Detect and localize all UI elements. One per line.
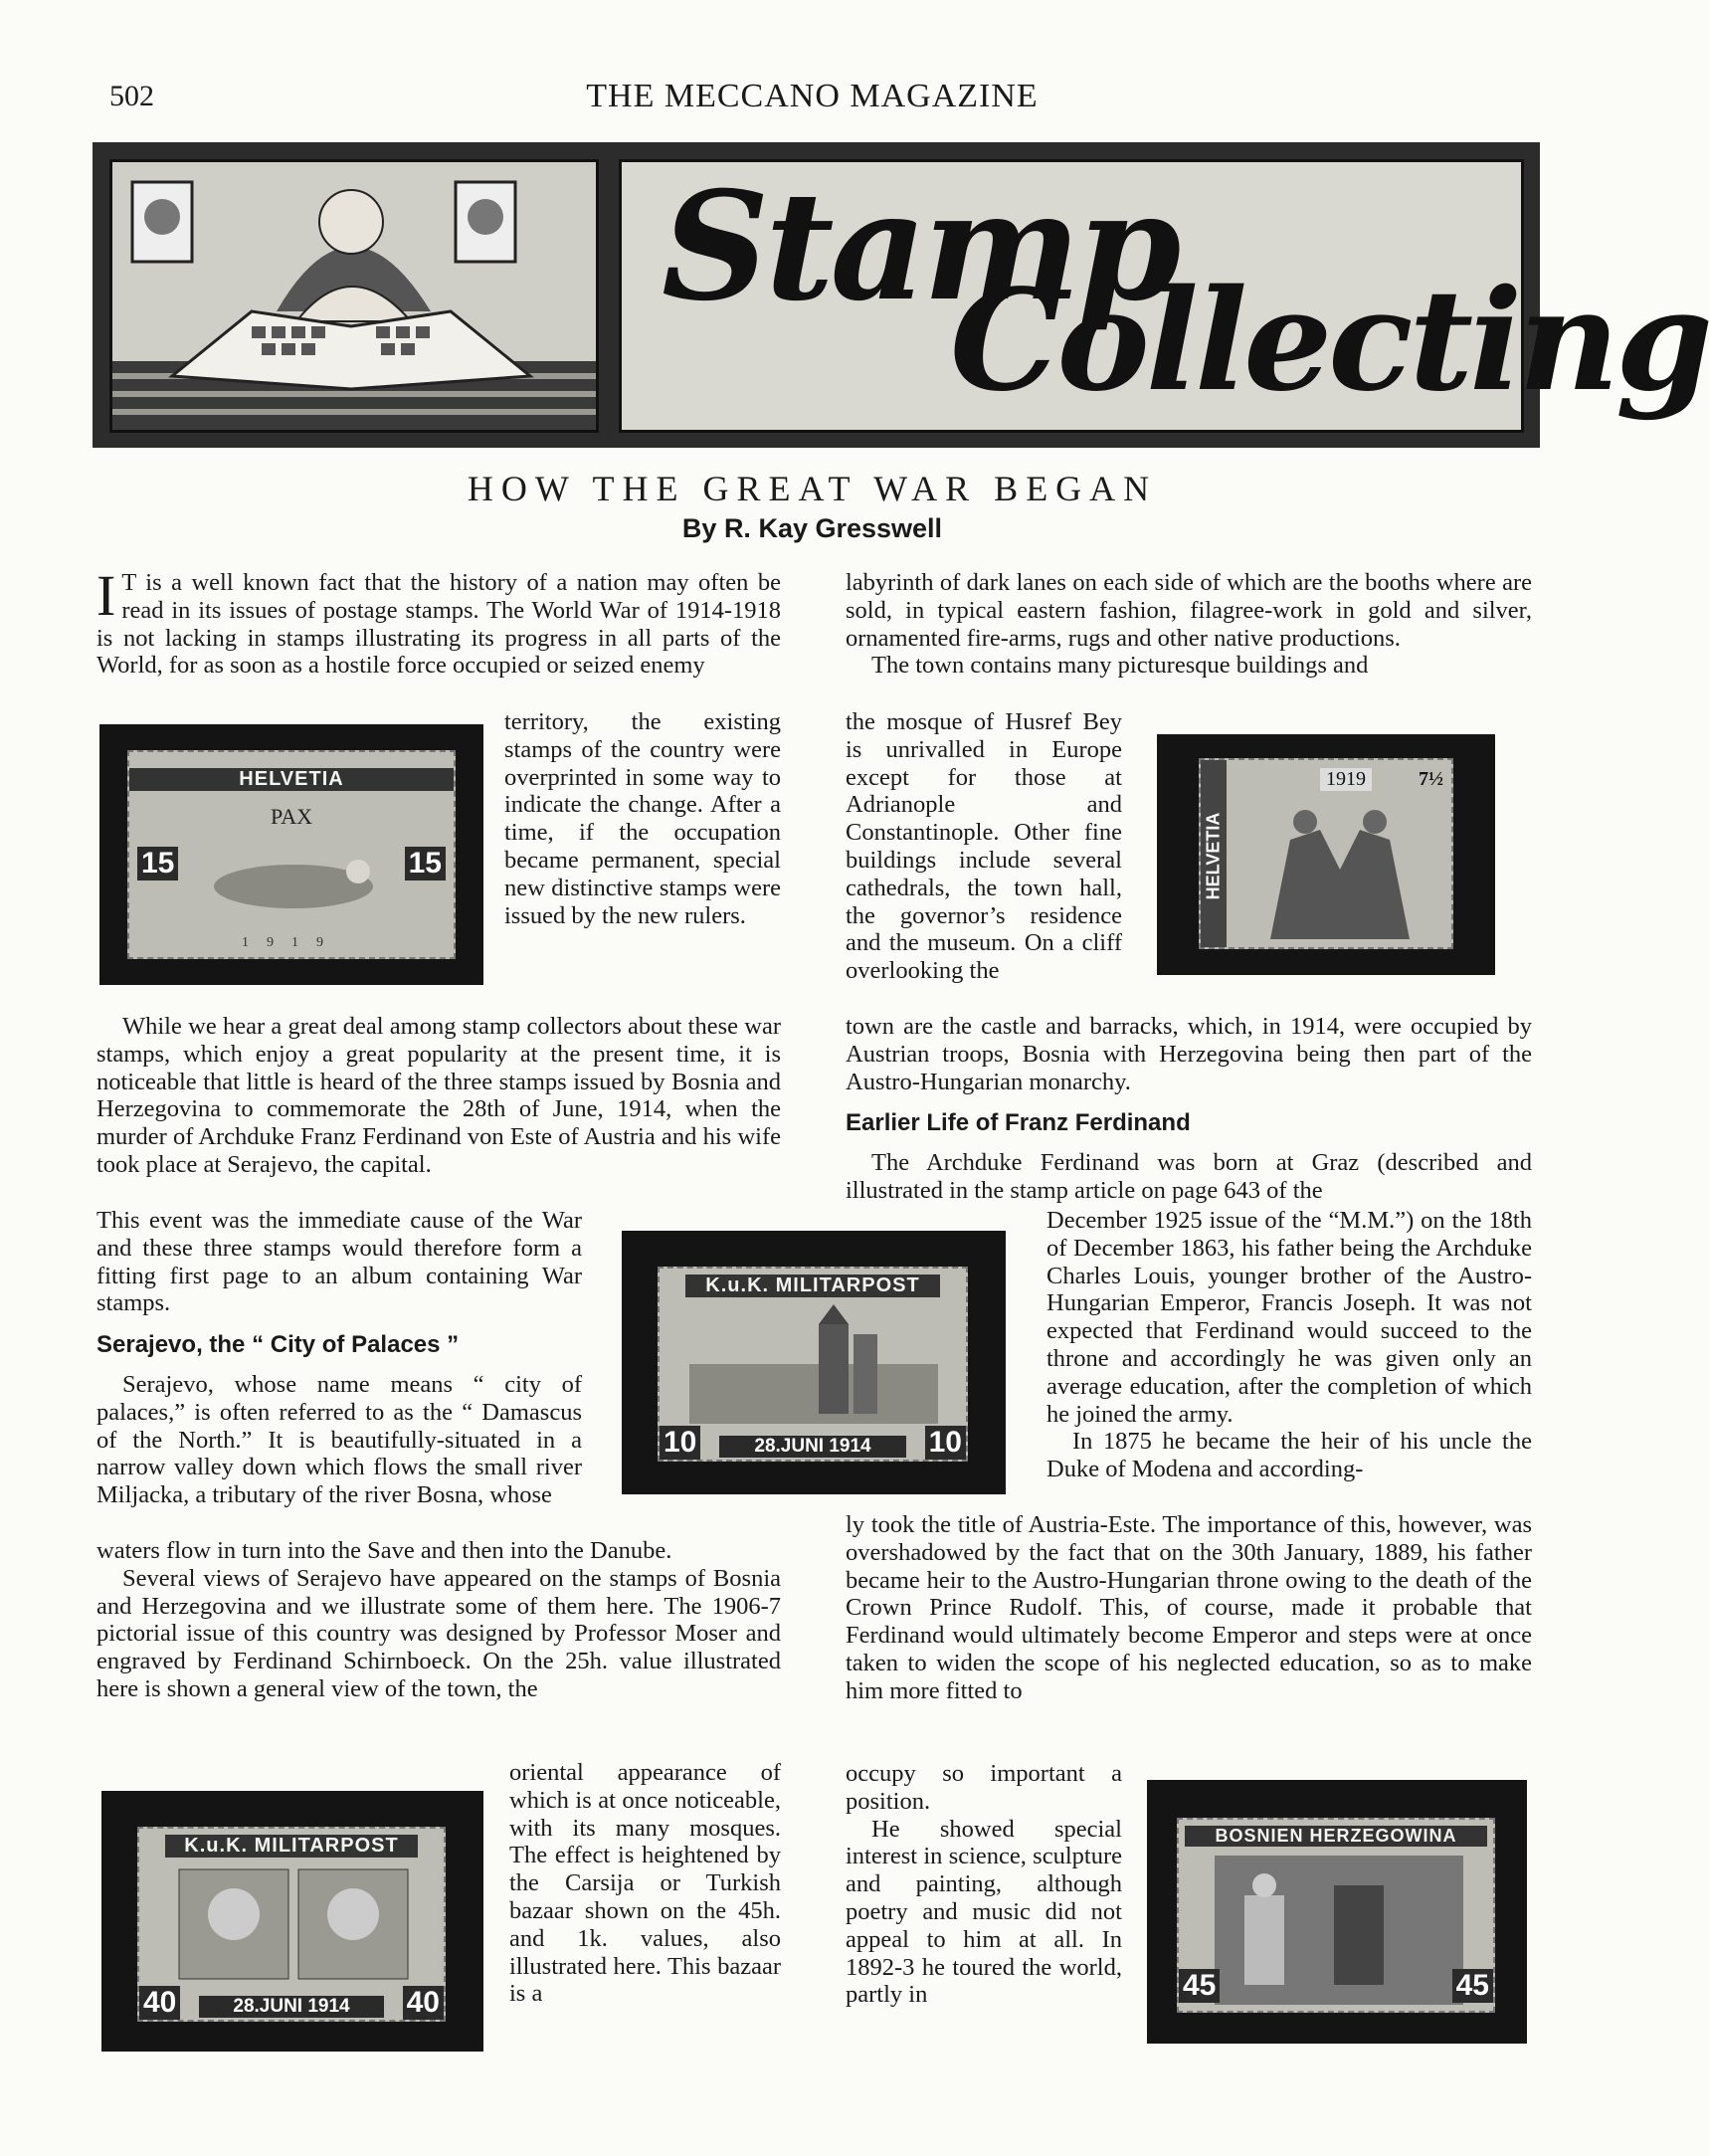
left-column-intro (96, 563, 781, 680)
stamp (658, 1267, 968, 1462)
stamp-date: 28.JUNI 1914 (719, 1436, 906, 1458)
paragraph: occupy so important a position. (846, 1760, 1122, 1815)
bazaar-scene-icon (1215, 1856, 1463, 2005)
paragraph: T is a well known fact that the history of a nation may often be read in its issues of postage stamps. The World War of 1914-1918 is not lacking in stamps illustrating its progress in all parts of the World, for as soon as a hostile force occupied or seized enemy (96, 569, 781, 680)
stamp-value-left: 10 (660, 1426, 700, 1460)
subheading: Earlier Life of Franz Ferdinand (846, 1109, 1191, 1137)
left-column-text (96, 1013, 781, 1179)
stamp (1199, 758, 1453, 949)
banner-word-stamp: Stamp (662, 159, 1178, 334)
stamp-value-left: 45 (1179, 1969, 1220, 2003)
stamp-value-right: 15 (405, 847, 446, 881)
paragraph: town are the castle and barracks, which, in 1914, were occupied by Austrian troops, Bosnia with Herzegovina being then part of the Austro-Hungarian monarchy. (846, 1013, 1532, 1095)
paragraph: waters flow in turn into the Save and then into the Danube. (96, 1537, 672, 1564)
stamp-value: 7½ (1419, 768, 1443, 790)
drop-cap: I (96, 563, 116, 628)
article-byline: By R. Kay Gresswell (681, 513, 943, 543)
subheading: Serajevo, the “ City of Palaces ” (96, 1331, 460, 1359)
paragraph: labyrinth of dark lanes on each side of which are the booths where are sold, in typical eastern fashion, filagree-work in gold and silver, ornamented fire-arms, rugs and other native productions. (846, 569, 1532, 652)
stamp-image-militarpost-40 (101, 1791, 483, 2052)
stamp-value-left: 40 (139, 1986, 180, 2020)
paragraph: While we hear a great deal among stamp collectors about these war stamps, which enjoy a great popularity at the present time, it is noticeable that little is heard of the three stamps issued by Bosnia and Herzegovina to commemorate the 28th of June, 1914, when the murder of Archduke Franz Ferdinand von Este of Austria and his wife took place at Serajevo, the capital. (96, 1013, 781, 1178)
right-column-wrap-text-bottom (846, 1760, 1122, 2009)
stamp (1177, 1818, 1495, 2013)
paragraph: ly took the title of Austria-Este. The importance of this, however, was overshadowed by the fact that on the 30th January, 1889, his father became heir to the Austro-Hungarian throne owing to the death of the Crown Prince Rudolf. This, of course, made it probable that Ferdinand would ultimately become Emperor and steps were at once taken to widen the scope of his neglected education, so as to make him more fitted to (846, 1511, 1532, 1704)
page-number: 502 (109, 80, 154, 112)
right-column-text (846, 569, 1532, 680)
banner-logo-panel (619, 159, 1709, 433)
stamp-image-bosnien-45 (1147, 1780, 1527, 2044)
left-column-wrap-text (504, 708, 781, 929)
paragraph: He showed special interest in science, sculpture and painting, although poetry and music did not appeal to him at all. In 1892-3 he toured the world, partly in (846, 1815, 1122, 2009)
article-title: HOW THE GREAT WAR BEGAN (467, 469, 1158, 508)
paragraph: The town contains many picturesque buildings and (871, 652, 1369, 680)
stamp-value-left: 15 (137, 847, 178, 881)
banner-illustration (109, 159, 599, 433)
stamp-title-label: K.u.K. MILITARPOST (685, 1274, 940, 1297)
right-column-text-lower (846, 1511, 1532, 1705)
paragraph: Several views of Serajevo have appeared on the stamps of Bosnia and Herzegovina and we illustrate some of them here. The 1906-7 pictorial issue of this country was designed by Professor Moser and engraved by Ferdinand Schirnboeck. On the 25h. value illustrated here is shown a general view of the town, the (96, 1564, 781, 1702)
paragraph: December 1925 issue of the “M.M.”) on the 18th of December 1863, his father being the Archduke Charles Louis, younger brother of the Austro-Hungarian Emperor, Francis Joseph. It was not expected that Ferdinand would succeed to the throne and accordingly he was given only an average education, after the completion of which he joined the army. (1046, 1207, 1532, 1428)
paragraph: Serajevo, whose name means “ city of palaces,” is often referred to as the “ Damascus of the North.” It is beautifully-situated in a narrow valley down which flows the small river Miljacka, a tributary of the river Bosna, whose (96, 1370, 582, 1509)
stamp-value-right: 45 (1452, 1969, 1493, 2003)
paragraph: the mosque of Husref Bey is unrivalled in Europe except for those at Adrianople and Constantinople. Other fine buildings include several cathedrals, the town hall, the governor’s residence and the museum. On a cliff overlooking the (846, 708, 1122, 985)
cathedral-view-icon (689, 1304, 938, 1424)
stamp-country-label: BOSNIEN HERZEGOWINA (1185, 1826, 1487, 1847)
paragraph: This event was the immediate cause of the War and these three stamps would therefore form a fitting first page to an album containing War stamps. (96, 1207, 582, 1317)
stamp-country-label: HELVETIA (129, 768, 454, 791)
banner-word-collecting: Collecting (950, 260, 1709, 423)
left-column-text-lower (96, 1537, 781, 1703)
left-column-text-narrow (96, 1207, 582, 1509)
stamp-image-militarpost-10 (622, 1231, 1006, 1494)
stamp-image-helvetia-1919 (1157, 734, 1495, 975)
handshake-figures-icon (1240, 800, 1439, 939)
stamp-country-label: HELVETIA (1203, 812, 1224, 900)
paragraph: The Archduke Ferdinand was born at Graz (described and illustrated in the stamp article on page 643 of the (846, 1149, 1532, 1204)
paragraph: oriental appearance of which is at once noticeable, with its many mosques. The effect is heightened by the Carsija or Turkish bazaar shown on the 45h. and 1k. values, also illustrated here. This bazaar is a (509, 1759, 781, 2008)
paragraph: In 1875 he became the heir of his uncle the Duke of Modena and according- (1046, 1428, 1532, 1483)
stamp-value-right: 40 (403, 1986, 444, 2020)
stamp-album-illustration (112, 162, 596, 430)
magazine-title: THE MECCANO MAGAZINE (586, 78, 1039, 114)
stamp (137, 1827, 446, 2022)
stamp-year: 1919 (242, 935, 341, 950)
left-column-wrap-text-bottom (509, 1759, 781, 2008)
portraits-icon (169, 1864, 418, 1984)
right-column-text-mid (846, 1013, 1532, 1205)
stamp-image-helvetia-pax (99, 724, 483, 985)
stamp-value-right: 10 (925, 1426, 966, 1460)
reclining-figure-icon (209, 832, 378, 921)
stamp-word: PAX (271, 804, 312, 829)
paragraph: territory, the existing stamps of the country were overprinted in some way to indicate the change. After a time, if the occupation became permanent, special new distinctive stamps were issued by the new rulers. (504, 708, 781, 929)
stamp-title-label: K.u.K. MILITARPOST (165, 1835, 418, 1858)
stamp (127, 750, 456, 959)
right-column-wrap-text (846, 708, 1122, 985)
stamp-date: 28.JUNI 1914 (199, 1996, 384, 2018)
stamp-year: 1919 (1320, 768, 1372, 791)
right-column-wrap-text-mid (1046, 1207, 1532, 1483)
